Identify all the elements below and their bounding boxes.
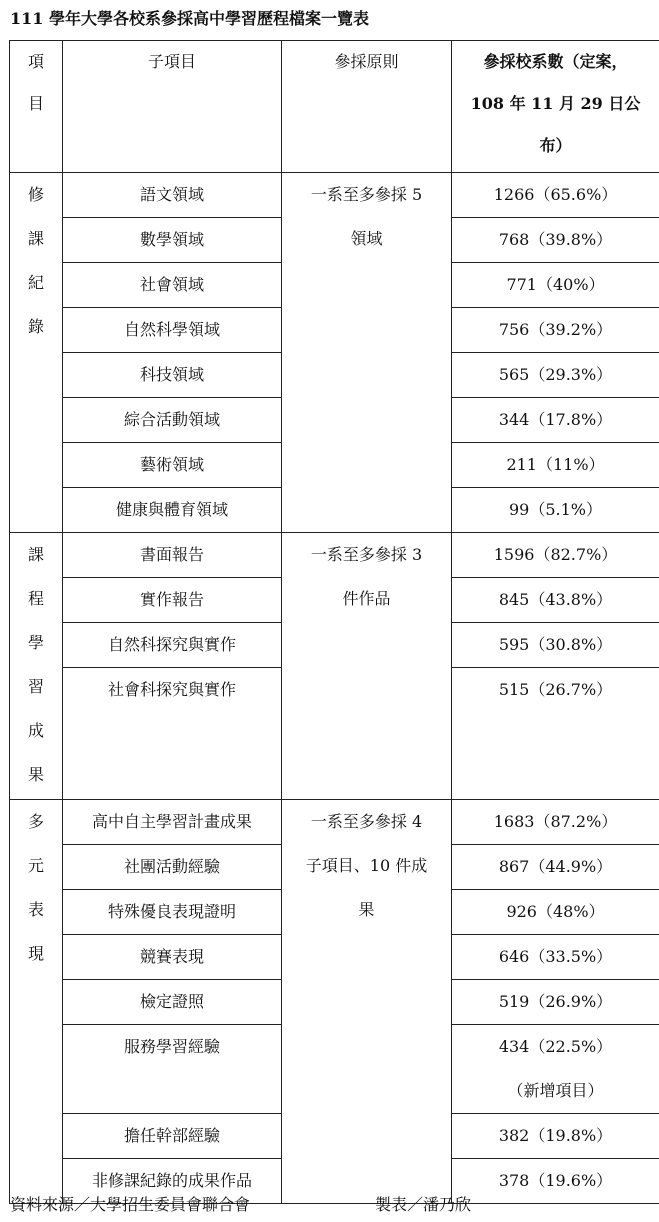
count-cell: 1596（82.7%） (452, 533, 659, 578)
table-row (10, 800, 659, 845)
header-category: 項 目 (10, 41, 63, 173)
count-cell: 756（39.2%） (452, 308, 659, 353)
count-cell: 434（22.5%） （新增項目） (452, 1025, 659, 1114)
subitem-cell: 自然科學領域 (63, 308, 282, 353)
count-cell: 378（19.6%） (452, 1159, 659, 1204)
table-row (10, 173, 659, 218)
count-cell: 771（40%） (452, 263, 659, 308)
header-subitem: 子項目 (63, 41, 282, 173)
source-note: 資料來源／大學招生委員會聯合會 (10, 1195, 251, 1214)
subitem-cell: 服務學習經驗 (63, 1025, 282, 1114)
count-cell: 382（19.8%） (452, 1114, 659, 1159)
principle-cell: 一系至多參採 4 子項目、10 件成 果 (282, 800, 452, 1204)
count-cell: 565（29.3%） (452, 353, 659, 398)
maker-note: 製表／潘乃欣 (375, 1195, 472, 1214)
principle-cell: 一系至多參採 5 領域 (282, 173, 452, 533)
subitem-cell: 非修課紀錄的成果作品 (63, 1159, 282, 1204)
subitem-cell: 健康與體育領域 (63, 488, 282, 533)
count-cell: 845（43.8%） (452, 578, 659, 623)
count-cell: 519（26.9%） (452, 980, 659, 1025)
count-cell: 768（39.8%） (452, 218, 659, 263)
subitem-cell: 特殊優良表現證明 (63, 890, 282, 935)
count-cell: 867（44.9%） (452, 845, 659, 890)
count-cell: 595（30.8%） (452, 623, 659, 668)
subitem-cell: 書面報告 (63, 533, 282, 578)
count-cell: 99（5.1%） (452, 488, 659, 533)
header-row (10, 41, 659, 173)
category-cell: 多 元 表 現 (10, 800, 63, 1204)
subitem-cell: 檢定證照 (63, 980, 282, 1025)
header-count: 參採校系數（定案， 108 年 11 月 29 日公 布） (452, 41, 659, 173)
count-cell: 1683（87.2%） (452, 800, 659, 845)
count-cell: 515（26.7%） (452, 668, 659, 800)
subitem-cell: 高中自主學習計畫成果 (63, 800, 282, 845)
category-cell: 修 課 紀 錄 (10, 173, 63, 533)
header-principle: 參採原則 (282, 41, 452, 173)
subitem-cell: 藝術領域 (63, 443, 282, 488)
subitem-cell: 科技領域 (63, 353, 282, 398)
subitem-cell: 社會領域 (63, 263, 282, 308)
table-row (10, 533, 659, 578)
subitem-cell: 社會科探究與實作 (63, 668, 282, 800)
subitem-cell: 綜合活動領域 (63, 398, 282, 443)
subitem-cell: 語文領域 (63, 173, 282, 218)
count-cell: 926（48%） (452, 890, 659, 935)
subitem-cell: 社團活動經驗 (63, 845, 282, 890)
category-cell: 課 程 學 習 成 果 (10, 533, 63, 800)
table-title: 111 學年大學各校系參採高中學習歷程檔案一覽表 (10, 9, 369, 28)
count-cell: 344（17.8%） (452, 398, 659, 443)
count-cell: 646（33.5%） (452, 935, 659, 980)
subitem-cell: 競賽表現 (63, 935, 282, 980)
count-cell: 211（11%） (452, 443, 659, 488)
subitem-cell: 擔任幹部經驗 (63, 1114, 282, 1159)
subitem-cell: 數學領域 (63, 218, 282, 263)
principle-cell: 一系至多參採 3 件作品 (282, 533, 452, 800)
subitem-cell: 實作報告 (63, 578, 282, 623)
admissions-table (9, 40, 659, 1204)
subitem-cell: 自然科探究與實作 (63, 623, 282, 668)
count-cell: 1266（65.6%） (452, 173, 659, 218)
